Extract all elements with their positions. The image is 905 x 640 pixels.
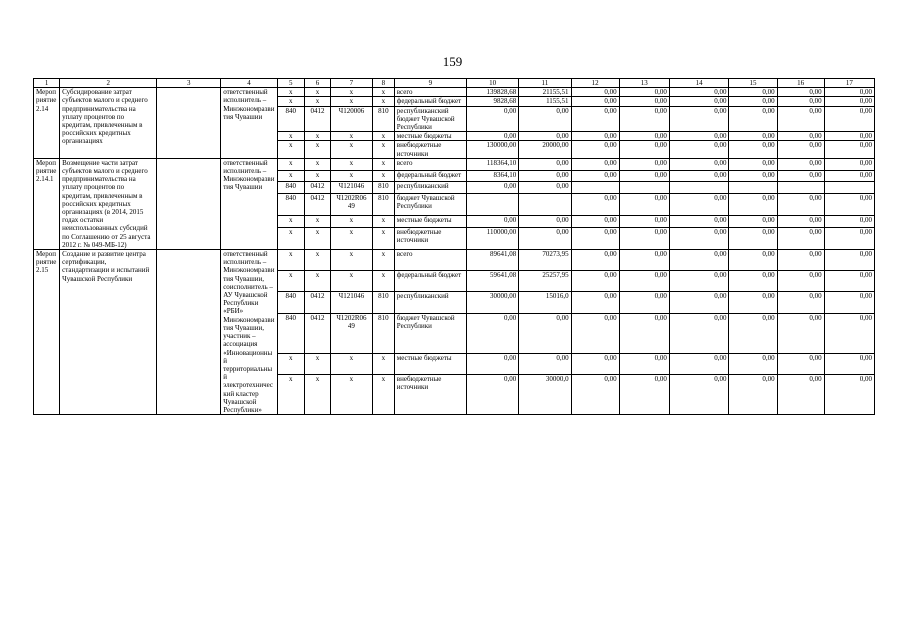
target-article-cell: Ч121046 [331,182,373,194]
amount-cell: 0,00 [669,313,729,353]
executor-cell: ответственный исполнитель – Минэкономразвития Чувашии [221,88,277,159]
funding-source-cell: местные бюджеты [394,353,466,374]
activity-description-cell: Возмещение части затрат субъектов малого и среднего предпринимательства на уплату процентов по кредитам, привлеченным в российских кредитных организациях (в 2014, 2015 годах остатки неиспользованных субсидий по Соглашению от 25 августа 2012 г. № 049-МБ-12) [60,158,157,249]
column-number-cell: 6 [304,79,330,88]
amount-cell: 0,00 [824,132,874,141]
amount-cell: 0,00 [571,158,619,170]
amount-cell: 0,00 [619,193,669,215]
amount-cell: 15016,0 [519,292,571,313]
amount-cell: 0,00 [824,97,874,106]
amount-cell: 0,00 [824,193,874,215]
expense-type-cell: 810 [372,313,394,353]
amount-cell: 0,00 [619,158,669,170]
amount-cell: 0,00 [669,88,729,97]
target-article-cell: x [331,250,373,271]
amount-cell: 0,00 [729,88,777,97]
amount-cell: 0,00 [619,106,669,132]
expense-type-cell: x [372,227,394,249]
amount-cell: 0,00 [824,106,874,132]
amount-cell: 0,00 [466,132,518,141]
amount-cell [729,182,777,194]
budget-table [33,78,875,415]
amount-cell: 0,00 [619,271,669,292]
amount-cell: 0,00 [729,227,777,249]
column-number-cell: 10 [466,79,518,88]
amount-cell: 0,00 [571,353,619,374]
grbs-code-cell: x [277,250,304,271]
amount-cell: 0,00 [669,271,729,292]
amount-cell: 0,00 [619,353,669,374]
amount-cell: 0,00 [669,97,729,106]
expense-type-cell: x [372,374,394,414]
column-number-cell: 17 [824,79,874,88]
amount-cell: 0,00 [777,132,824,141]
amount-cell: 0,00 [619,227,669,249]
amount-cell: 0,00 [571,292,619,313]
executor-cell: ответственный исполнитель – Минэкономразвития Чувашии, соисполнитель – АУ Чувашской Республики «РБИ» Минэкономразвития Чувашии, участник – ассоциация «Инновационный территориальный электротехнический кластер Чувашской Республики» [221,250,277,415]
amount-cell: 0,00 [824,141,874,158]
amount-cell: 0,00 [519,313,571,353]
expense-type-cell: x [372,141,394,158]
expense-type-cell: x [372,158,394,170]
table-row [34,158,875,170]
target-article-cell: x [331,158,373,170]
amount-cell: 139828,68 [466,88,518,97]
amount-cell: 0,00 [824,353,874,374]
expense-type-cell: 810 [372,106,394,132]
amount-cell: 118364,10 [466,158,518,170]
amount-cell: 8364,10 [466,170,518,182]
empty-column-cell [157,158,221,249]
amount-cell: 0,00 [729,141,777,158]
amount-cell: 0,00 [777,250,824,271]
grbs-code-cell: 840 [277,313,304,353]
funding-source-cell: республиканский [394,182,466,194]
amount-cell: 0,00 [777,227,824,249]
amount-cell: 0,00 [824,158,874,170]
amount-cell: 0,00 [777,158,824,170]
expense-type-cell: x [372,216,394,228]
section-code-cell: x [304,374,330,414]
amount-cell: 0,00 [729,250,777,271]
amount-cell: 0,00 [729,106,777,132]
amount-cell: 0,00 [729,132,777,141]
amount-cell: 0,00 [571,374,619,414]
amount-cell: 0,00 [619,170,669,182]
column-number-row [34,79,875,88]
section-code-cell: x [304,158,330,170]
expense-type-cell: x [372,132,394,141]
amount-cell: 89641,08 [466,250,518,271]
column-number-cell: 9 [394,79,466,88]
funding-source-cell: федеральный бюджет [394,97,466,106]
amount-cell: 0,00 [729,216,777,228]
amount-cell: 9828,68 [466,97,518,106]
target-article-cell: x [331,353,373,374]
funding-source-cell: внебюджетные источники [394,374,466,414]
amount-cell: 30000,0 [519,374,571,414]
activity-description-cell: Субсидирование затрат субъектов малого и среднего предпринимательства на уплату процентов по кредитам, привлеченным в российских кредитных организациях [60,88,157,159]
section-code-cell: 0412 [304,292,330,313]
target-article-cell: Ч120006 [331,106,373,132]
empty-column-cell [157,88,221,159]
amount-cell [571,182,619,194]
amount-cell: 0,00 [777,141,824,158]
amount-cell: 0,00 [669,216,729,228]
empty-column-cell [157,250,221,415]
amount-cell: 130000,00 [466,141,518,158]
target-article-cell: x [331,216,373,228]
amount-cell [824,182,874,194]
amount-cell: 0,00 [777,88,824,97]
grbs-code-cell: x [277,271,304,292]
funding-source-cell: внебюджетные источники [394,227,466,249]
column-number-cell: 1 [34,79,60,88]
amount-cell: 21155,51 [519,88,571,97]
amount-cell: 0,00 [777,193,824,215]
funding-source-cell: всего [394,250,466,271]
amount-cell: 0,00 [619,132,669,141]
expense-type-cell: 810 [372,292,394,313]
funding-source-cell: бюджет Чувашской Республики [394,193,466,215]
grbs-code-cell: 840 [277,193,304,215]
grbs-code-cell: x [277,216,304,228]
amount-cell [669,182,729,194]
amount-cell: 0,00 [466,374,518,414]
executor-cell: ответственный исполнитель – Минэкономразвития Чувашии [221,158,277,249]
section-code-cell: x [304,271,330,292]
target-article-cell: x [331,271,373,292]
section-code-cell: 0412 [304,193,330,215]
amount-cell: 0,00 [824,227,874,249]
expense-type-cell: x [372,271,394,292]
page-number: 159 [442,54,463,69]
amount-cell: 0,00 [729,353,777,374]
grbs-code-cell: 840 [277,106,304,132]
amount-cell: 0,00 [519,132,571,141]
amount-cell: 0,00 [519,216,571,228]
amount-cell: 0,00 [777,106,824,132]
grbs-code-cell: x [277,88,304,97]
grbs-code-cell: x [277,158,304,170]
amount-cell: 0,00 [669,106,729,132]
amount-cell: 0,00 [824,313,874,353]
amount-cell: 0,00 [824,170,874,182]
amount-cell: 0,00 [824,292,874,313]
amount-cell: 0,00 [519,106,571,132]
target-article-cell: x [331,374,373,414]
expense-type-cell: x [372,353,394,374]
amount-cell: 25257,95 [519,271,571,292]
activity-code-cell: Мероприятие 2.14 [34,88,60,159]
section-code-cell: x [304,141,330,158]
amount-cell: 0,00 [669,170,729,182]
amount-cell: 0,00 [777,353,824,374]
amount-cell: 0,00 [669,158,729,170]
amount-cell: 0,00 [619,216,669,228]
amount-cell: 0,00 [669,250,729,271]
amount-cell: 0,00 [571,193,619,215]
amount-cell: 0,00 [571,216,619,228]
grbs-code-cell: x [277,170,304,182]
table-row [34,250,875,271]
amount-cell [619,182,669,194]
section-code-cell: x [304,353,330,374]
column-number-cell: 4 [221,79,277,88]
amount-cell: 70273,95 [519,250,571,271]
target-article-cell: x [331,97,373,106]
amount-cell: 0,00 [669,227,729,249]
amount-cell: 0,00 [519,182,571,194]
amount-cell: 0,00 [669,132,729,141]
amount-cell: 0,00 [669,374,729,414]
amount-cell: 0,00 [729,97,777,106]
grbs-code-cell: x [277,132,304,141]
amount-cell: 0,00 [619,292,669,313]
activity-code-cell: Мероприятие 2.15 [34,250,60,415]
expense-type-cell: x [372,170,394,182]
amount-cell: 0,00 [777,374,824,414]
amount-cell: 30000,00 [466,292,518,313]
section-code-cell: x [304,216,330,228]
amount-cell: 0,00 [466,353,518,374]
amount-cell: 0,00 [571,106,619,132]
column-number-cell: 11 [519,79,571,88]
amount-cell: 0,00 [619,374,669,414]
grbs-code-cell: x [277,97,304,106]
amount-cell: 0,00 [619,250,669,271]
amount-cell [777,182,824,194]
amount-cell: 0,00 [824,374,874,414]
amount-cell: 0,00 [466,106,518,132]
column-number-cell: 5 [277,79,304,88]
amount-cell: 1155,51 [519,97,571,106]
amount-cell [466,193,518,215]
funding-source-cell: всего [394,88,466,97]
amount-cell: 0,00 [619,141,669,158]
amount-cell: 0,00 [777,170,824,182]
column-number-cell: 12 [571,79,619,88]
activity-description-cell: Создание и развитие центра сертификации, стандартизации и испытаний Чувашской Республики [60,250,157,415]
amount-cell: 0,00 [519,170,571,182]
column-number-cell: 16 [777,79,824,88]
section-code-cell: x [304,88,330,97]
section-code-cell: x [304,97,330,106]
grbs-code-cell: x [277,374,304,414]
amount-cell: 0,00 [466,182,518,194]
column-number-cell: 7 [331,79,373,88]
amount-cell: 0,00 [466,313,518,353]
amount-cell: 0,00 [777,216,824,228]
grbs-code-cell: x [277,353,304,374]
funding-source-cell: местные бюджеты [394,132,466,141]
table-row [34,88,875,97]
amount-cell: 0,00 [571,170,619,182]
amount-cell: 0,00 [619,97,669,106]
funding-source-cell: внебюджетные источники [394,141,466,158]
amount-cell: 0,00 [729,170,777,182]
amount-cell: 0,00 [571,271,619,292]
amount-cell: 0,00 [571,313,619,353]
target-article-cell: Ч1202R06 49 [331,193,373,215]
amount-cell: 0,00 [729,193,777,215]
amount-cell: 0,00 [777,271,824,292]
activity-code-cell: Мероприятие 2.14.1 [34,158,60,249]
section-code-cell: x [304,132,330,141]
section-code-cell: x [304,250,330,271]
amount-cell: 0,00 [519,353,571,374]
expense-type-cell: x [372,88,394,97]
funding-source-cell: республиканский бюджет Чувашской Республики [394,106,466,132]
target-article-cell: x [331,132,373,141]
funding-source-cell: бюджет Чувашской Республики [394,313,466,353]
amount-cell: 0,00 [669,193,729,215]
amount-cell: 0,00 [669,141,729,158]
section-code-cell: x [304,227,330,249]
funding-source-cell: федеральный бюджет [394,271,466,292]
amount-cell: 110000,00 [466,227,518,249]
amount-cell: 0,00 [619,88,669,97]
amount-cell: 0,00 [824,216,874,228]
funding-source-cell: всего [394,158,466,170]
amount-cell: 0,00 [571,88,619,97]
amount-cell: 0,00 [669,353,729,374]
amount-cell: 0,00 [729,292,777,313]
section-code-cell: 0412 [304,182,330,194]
expense-type-cell: x [372,97,394,106]
column-number-cell: 13 [619,79,669,88]
amount-cell: 0,00 [824,88,874,97]
column-number-cell: 2 [60,79,157,88]
funding-source-cell: местные бюджеты [394,216,466,228]
funding-source-cell: федеральный бюджет [394,170,466,182]
target-article-cell: x [331,88,373,97]
amount-cell: 0,00 [824,250,874,271]
section-code-cell: 0412 [304,106,330,132]
column-number-cell: 14 [669,79,729,88]
amount-cell: 0,00 [729,158,777,170]
amount-cell: 0,00 [777,313,824,353]
amount-cell: 0,00 [729,271,777,292]
amount-cell: 0,00 [571,227,619,249]
amount-cell [519,193,571,215]
amount-cell: 0,00 [571,250,619,271]
amount-cell: 0,00 [466,216,518,228]
amount-cell: 0,00 [519,158,571,170]
amount-cell: 0,00 [571,132,619,141]
section-code-cell: x [304,170,330,182]
amount-cell: 0,00 [669,292,729,313]
amount-cell: 59641,08 [466,271,518,292]
target-article-cell: Ч1202R06 49 [331,313,373,353]
amount-cell: 0,00 [824,271,874,292]
expense-type-cell: x [372,250,394,271]
amount-cell: 0,00 [571,141,619,158]
column-number-cell: 8 [372,79,394,88]
amount-cell: 0,00 [777,292,824,313]
amount-cell: 0,00 [571,97,619,106]
column-number-cell: 15 [729,79,777,88]
amount-cell: 0,00 [729,313,777,353]
target-article-cell: Ч121046 [331,292,373,313]
amount-cell: 0,00 [519,227,571,249]
grbs-code-cell: 840 [277,292,304,313]
amount-cell: 0,00 [619,313,669,353]
funding-source-cell: республиканский [394,292,466,313]
amount-cell: 20000,00 [519,141,571,158]
amount-cell: 0,00 [777,97,824,106]
target-article-cell: x [331,141,373,158]
column-number-cell: 3 [157,79,221,88]
section-code-cell: 0412 [304,313,330,353]
target-article-cell: x [331,170,373,182]
table-body [34,79,875,415]
grbs-code-cell: x [277,227,304,249]
grbs-code-cell: 840 [277,182,304,194]
expense-type-cell: 810 [372,182,394,194]
amount-cell: 0,00 [729,374,777,414]
expense-type-cell: 810 [372,193,394,215]
grbs-code-cell: x [277,141,304,158]
target-article-cell: x [331,227,373,249]
